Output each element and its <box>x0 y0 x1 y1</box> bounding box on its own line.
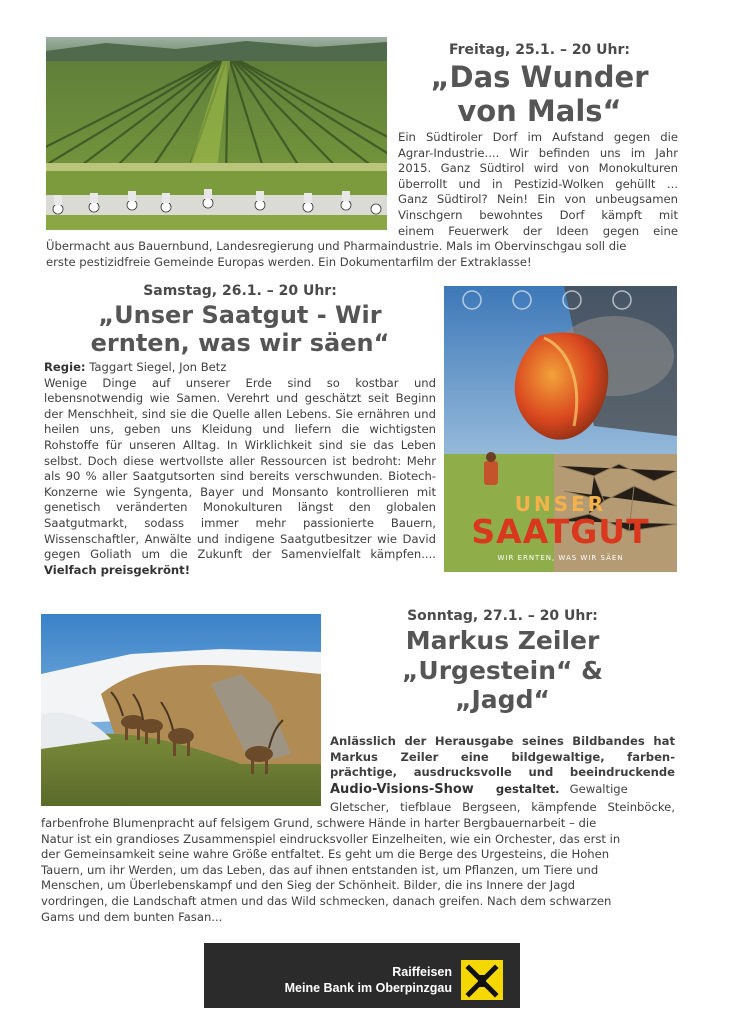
event3-line: vordringen, die Landschaft atmen und das Wild schmecken, danach greifen. Nach dem schwarzen <box>41 893 612 908</box>
ibex-photo <box>41 614 321 806</box>
event3-right-line: Gletscher, tiefblaue Bergseen, kämpfende Steinböcke, <box>330 800 675 814</box>
event3-line: farbenfrohe Blumenpracht auf felsigem Grund, schwere Hände in harter Bergbauernarbeit – die <box>41 816 597 830</box>
unser-saatgut-poster <box>444 286 677 572</box>
event3-line: Menschen, um Überlebenskampf und den Sieg der Schönheit. Bilder, die ins Innere der Jagd <box>41 878 576 893</box>
event1-line: Vinschgern bewohntes Dorf kämpft mit <box>398 207 678 222</box>
event2-body: Wenige Dinge auf unserer Erde sind so kostbar und lebensnotwendig wie Samen. Verehrt und geschätzt seit Beginn der Menschheit, sind sie die Quelle allen Lebens. Sie ernähren und heilen uns, geben uns Kleidung und liefern die wichtigsten Rohstoffe für unseren Alltag. In Wirklichkeit sind sie das Leben selbst. Doch diese wertvollste aller Ressourcen ist bedroht: Mehr als 90 % aller Saatgutsorten sind bereits verschwunden. Biotech-Konzerne wie Syngenta, Bayer und Monsanto kontrollieren mit genetisch veränderten Monokulturen längst den globalen Saatgutmarkt, sodass immer mehr passionierte Bauern, Wissenschaftler, Anwälte und indigene Saatgutbesitzer wie David gegen Goliath um die Zukunft der Samenvielfalt kämpfen.... <box>44 375 436 562</box>
event1-line: Ganz Südtirol? Nein! Ein von unbeugsamen <box>398 192 678 207</box>
event2-award: Vielfach preisgekrönt! <box>44 562 191 577</box>
event3-line: Tauern, um ihr Werden, um das Leben, das auf ihnen entstanden ist, um Pflanzen, um Tiere und <box>41 862 599 877</box>
event1-title-line1: „Das Wunder <box>430 60 649 94</box>
poster-title-1: UNSER <box>514 492 607 516</box>
event3-date: Sonntag, 27.1. – 20 Uhr: <box>407 608 598 624</box>
event1-line: 2015. Ganz Südtirol wird von Monokulturen <box>398 161 678 176</box>
event3-intro-line: Markus Zeiler eine bildgewaltige, farben- <box>330 749 675 764</box>
event1-line: überrollt und in Pestizid-Wolken gehüllt ... <box>398 176 678 191</box>
event3-intro-line: Anlässlich der Herausgabe seines Bildbandes hat <box>330 734 675 748</box>
event1-text-right <box>398 130 678 239</box>
event3-text-full <box>41 816 677 925</box>
raiffeisen-banner <box>204 943 520 1008</box>
event3-title-line3: „Jagd“ <box>455 685 550 714</box>
director-label: Regie: <box>44 360 86 374</box>
poster-subtitle: WIR ERNTEN, WAS WIR SÄEN <box>497 554 624 562</box>
event1-line: erste pestizidfreie Gemeinde Europas werden. Ein Dokumentarfilm der Extraklasse! <box>46 254 532 269</box>
poster-title-2: SAATGUT <box>471 512 650 551</box>
show-name: Audio-Visions-Show <box>330 782 474 797</box>
event3-title-line1: Markus Zeiler <box>405 626 600 655</box>
director-names: Taggart Siegel, Jon Betz <box>89 360 227 374</box>
event3-title <box>330 626 675 715</box>
bank-slogan: Meine Bank im Oberpinzgau <box>284 981 452 995</box>
raiffeisen-logo-icon <box>461 960 503 1000</box>
event2-title-line1: „Unser Saatgut - Wir <box>98 301 382 329</box>
event3-line: Natur ist ein grandioses Zusammenspiel eindrucksvoller Einzelheiten, wie ein Orchester, das erst in <box>41 831 621 846</box>
event3-intro <box>330 734 675 781</box>
vineyard-photo <box>46 37 387 230</box>
event2-director <box>44 360 436 376</box>
event3-title-line2: „Urgestein“ & <box>401 655 603 685</box>
event2-title <box>44 301 436 358</box>
bank-name: Raiffeisen <box>392 965 452 979</box>
gestaltet: gestaltet. <box>495 782 560 796</box>
event3-line: der Gemeinsamkeit seine wahre Größe entfaltet. Es geht um die Berge des Urgesteins, die Hohen <box>41 847 610 862</box>
event2-title-line2: ernten, was wir säen“ <box>90 329 390 358</box>
event1-text-full <box>46 239 678 270</box>
event3-line: Gams und dem bunten Fasan... <box>41 909 223 924</box>
event1-line: Agrar-Industrie.... Wir befinden uns im Jahr <box>398 145 678 160</box>
event3-intro-line: prächtige, ausdrucksvolle und beeindruckende <box>330 765 675 780</box>
after-gestaltet: Gewaltige <box>569 782 628 796</box>
event1-date: Freitag, 25.1. – 20 Uhr: <box>448 42 631 58</box>
event1-title-line2: von Mals“ <box>457 94 622 129</box>
event1-line: einem Feuerwerk der Ideen gegen eine <box>398 223 678 238</box>
event1-line: Ein Südtiroler Dorf im Aufstand gegen die <box>398 130 678 144</box>
event2-text <box>44 360 436 578</box>
event1-line: Übermacht aus Bauernbund, Landesregierung und Pharmaindustrie. Mals im Obervinschgau soll die <box>46 239 627 253</box>
event2-description <box>44 376 436 579</box>
event3-show-line <box>330 782 675 798</box>
event2-date: Samstag, 26.1. – 20 Uhr: <box>143 283 337 299</box>
event1-title <box>400 60 679 128</box>
